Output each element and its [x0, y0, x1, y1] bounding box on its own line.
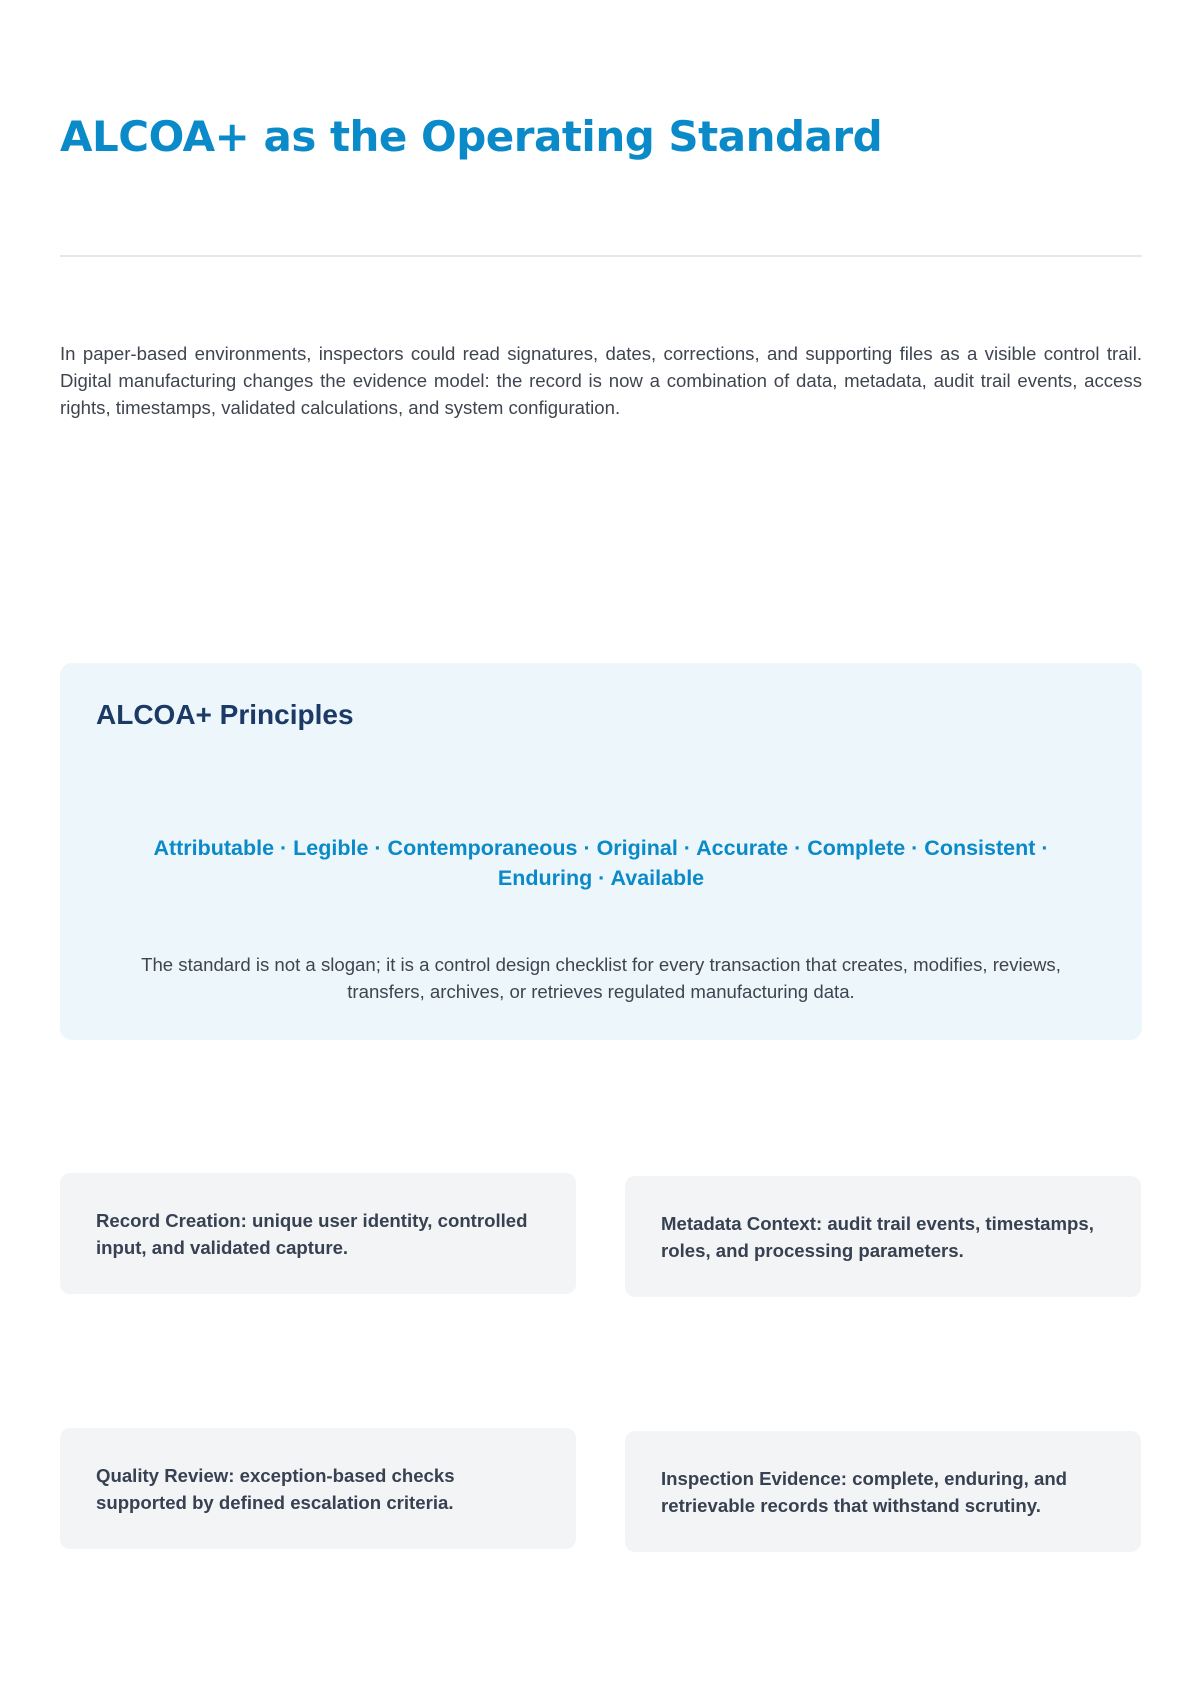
principles-callout	[60, 663, 1142, 1040]
intro-paragraph: In paper-based environments, inspectors could read signatures, dates, corrections, and supporting files as a visible control trail. Digital manufacturing changes the evidence model: the record is now a combination of data, metadata, audit trail events, access rights, timestamps, validated calculations, and system configuration.	[60, 343, 1142, 418]
card-inspection-evidence	[625, 1431, 1141, 1552]
card-metadata-context	[625, 1176, 1141, 1297]
card-text: Record Creation: unique user identity, controlled input, and validated capture.	[96, 1209, 528, 1258]
page-title: ALCOA+ as the Operating Standard	[60, 112, 883, 161]
principles-note: The standard is not a slogan; it is a control design checklist for every transaction that creates, modifies, reviews, transfers, archives, or retrieves regulated manufacturing data.	[141, 954, 1061, 1002]
card-text: Quality Review: exception-based checks supported by defined escalation criteria.	[96, 1464, 455, 1513]
title-divider	[60, 255, 1142, 257]
principles-heading: ALCOA+ Principles	[96, 699, 354, 730]
card-text: Inspection Evidence: complete, enduring, and retrievable records that withstand scrutiny.	[661, 1467, 1068, 1516]
card-text: Metadata Context: audit trail events, timestamps, roles, and processing parameters.	[661, 1212, 1094, 1261]
document-page	[60, 0, 1142, 1696]
card-quality-review	[60, 1428, 576, 1549]
principles-list: Attributable · Legible · Contemporaneous · Original · Accurate · Complete · Consistent · Enduring · Available	[153, 836, 1049, 890]
card-record-creation	[60, 1173, 576, 1294]
